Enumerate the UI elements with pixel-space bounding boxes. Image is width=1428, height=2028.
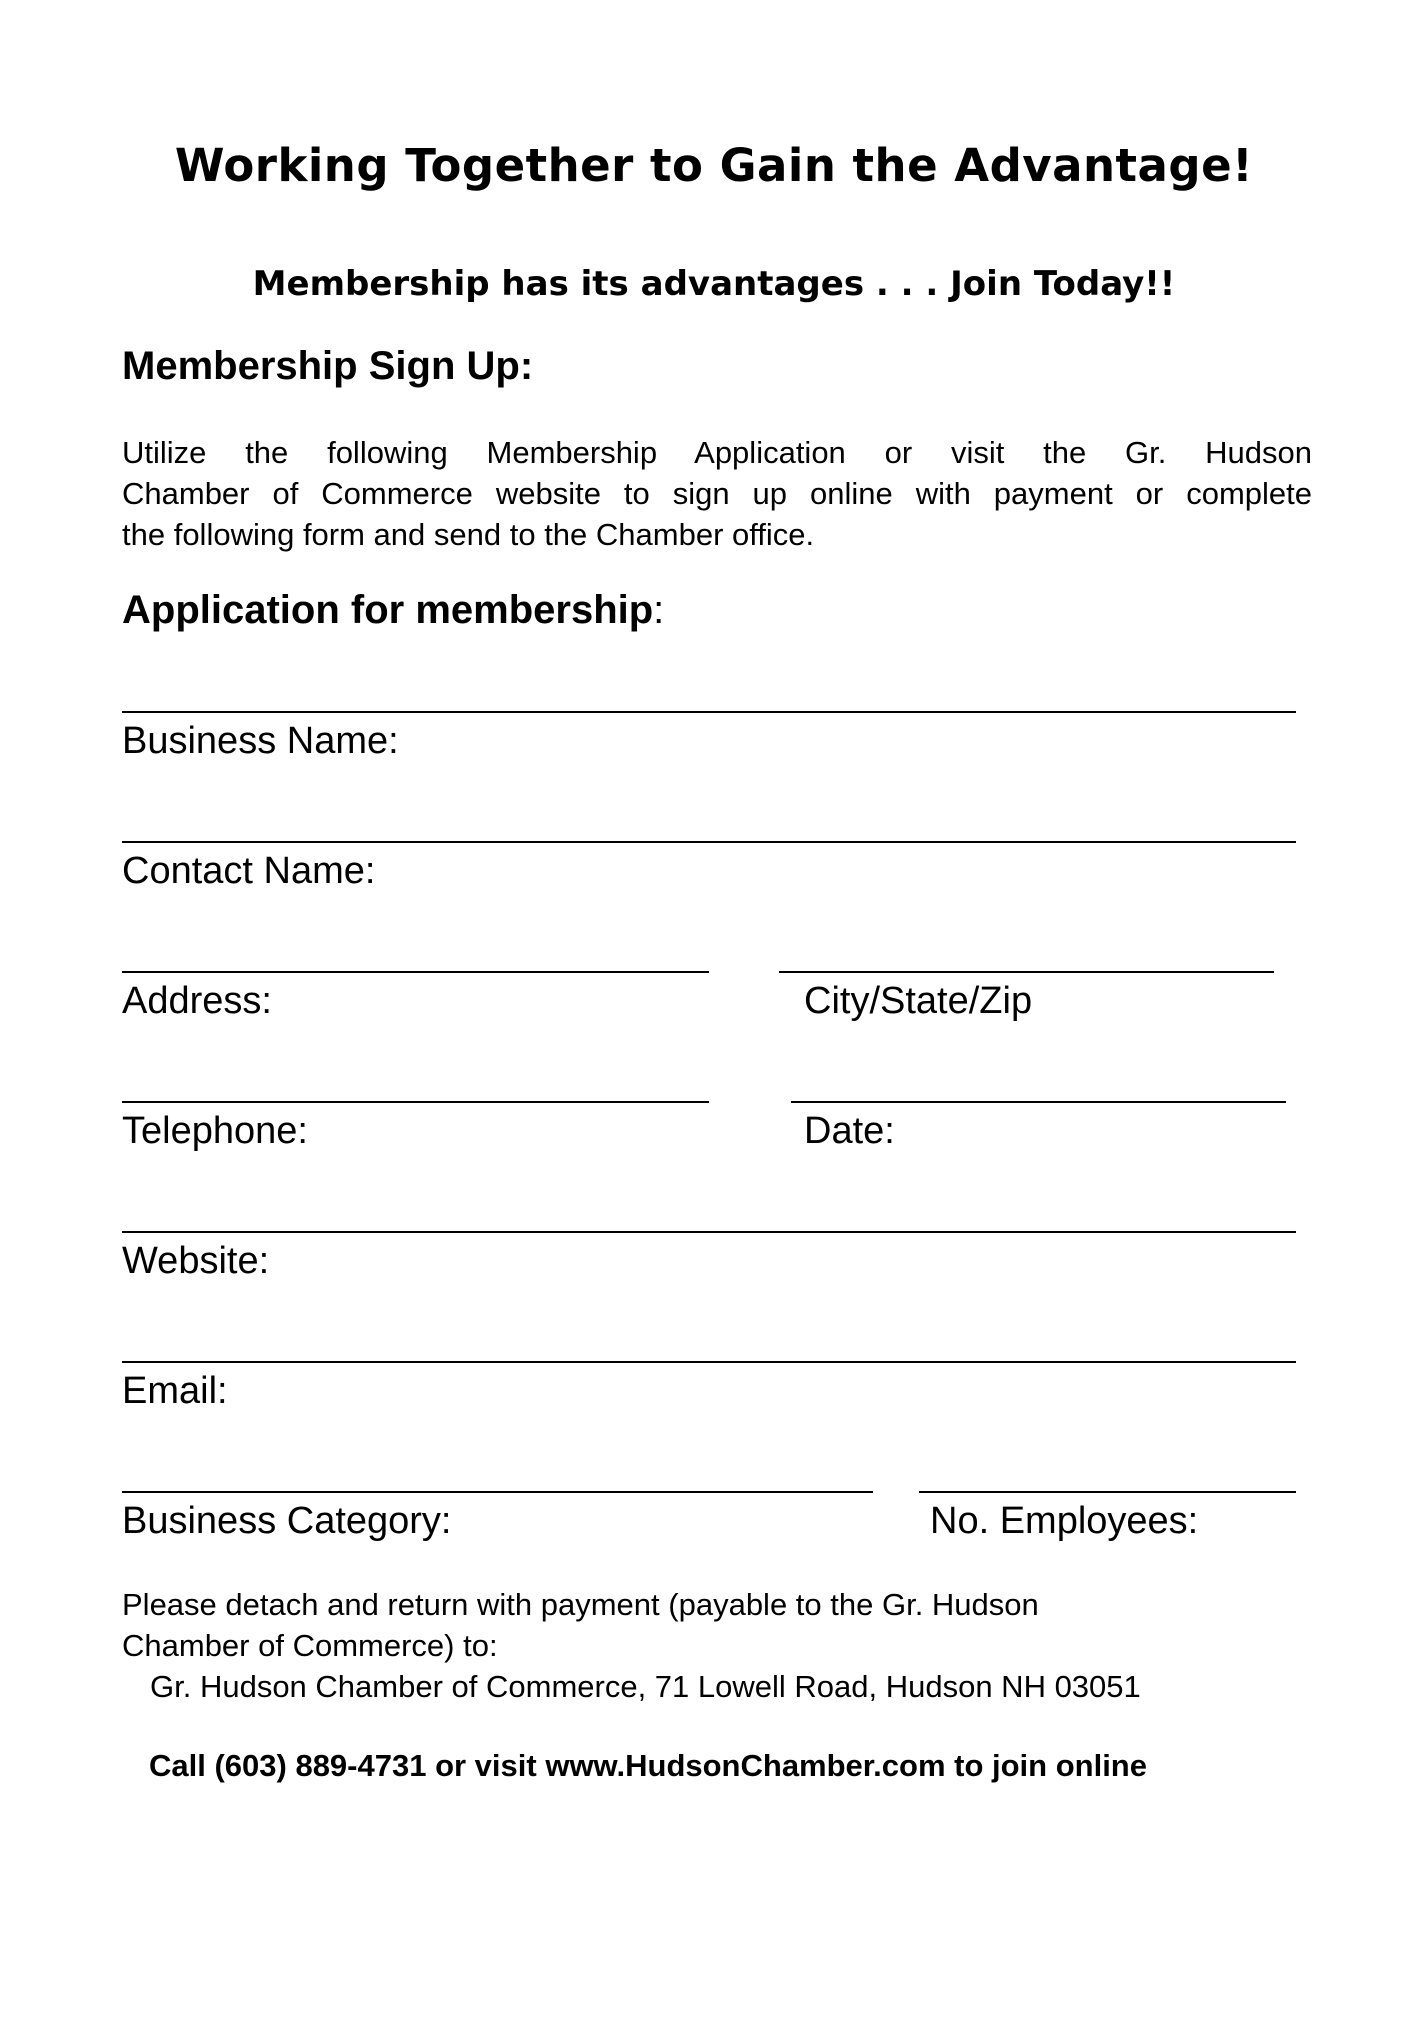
no-employees-label: No. Employees: — [930, 1500, 1199, 1542]
business-name-label: Business Name: — [122, 720, 399, 762]
date-label: Date: — [804, 1110, 895, 1152]
return-instructions — [122, 1584, 1141, 1707]
business-name-line[interactable] — [122, 711, 1296, 713]
telephone-label: Telephone: — [122, 1110, 308, 1152]
date-line[interactable] — [791, 1101, 1286, 1103]
contact-name-line[interactable] — [122, 841, 1296, 843]
email-label: Email: — [122, 1370, 228, 1412]
business-category-label: Business Category: — [122, 1500, 452, 1542]
page-subtitle: Membership has its advantages . . . Join Today!! — [252, 264, 1176, 304]
intro-line-2: Chamber of Commerce website to sign up online with payment or complete — [122, 476, 1312, 511]
telephone-line[interactable] — [122, 1101, 709, 1103]
business-category-line[interactable] — [122, 1491, 873, 1493]
application-heading-text: Application for membership — [122, 588, 654, 632]
contact-name-label: Contact Name: — [122, 850, 376, 892]
address-line[interactable] — [122, 971, 709, 973]
intro-line-1: Utilize the following Membership Application or visit the Gr. Hudson — [122, 435, 1312, 470]
return-line-2: Chamber of Commerce) to: — [122, 1628, 498, 1663]
signup-heading: Membership Sign Up: — [122, 344, 534, 388]
website-label: Website: — [122, 1240, 270, 1282]
call-to-action: Call (603) 889-4731 or visit www.HudsonChamber.com to join online — [149, 1748, 1147, 1783]
no-employees-line[interactable] — [919, 1491, 1296, 1493]
website-line[interactable] — [122, 1231, 1296, 1233]
intro-line-3: the following form and send to the Chamber office. — [122, 517, 815, 552]
application-heading-colon: : — [653, 588, 665, 632]
signup-intro — [122, 432, 1312, 555]
email-line[interactable] — [122, 1361, 1296, 1363]
address-label: Address: — [122, 980, 272, 1022]
application-heading — [122, 586, 664, 634]
page-title: Working Together to Gain the Advantage! — [174, 139, 1254, 192]
return-line-1: Please detach and return with payment (payable to the Gr. Hudson — [122, 1587, 1039, 1622]
city-state-zip-label: City/State/Zip — [804, 980, 1033, 1022]
city-state-zip-line[interactable] — [779, 971, 1274, 973]
return-address: Gr. Hudson Chamber of Commerce, 71 Lowell Road, Hudson NH 03051 — [150, 1669, 1141, 1704]
